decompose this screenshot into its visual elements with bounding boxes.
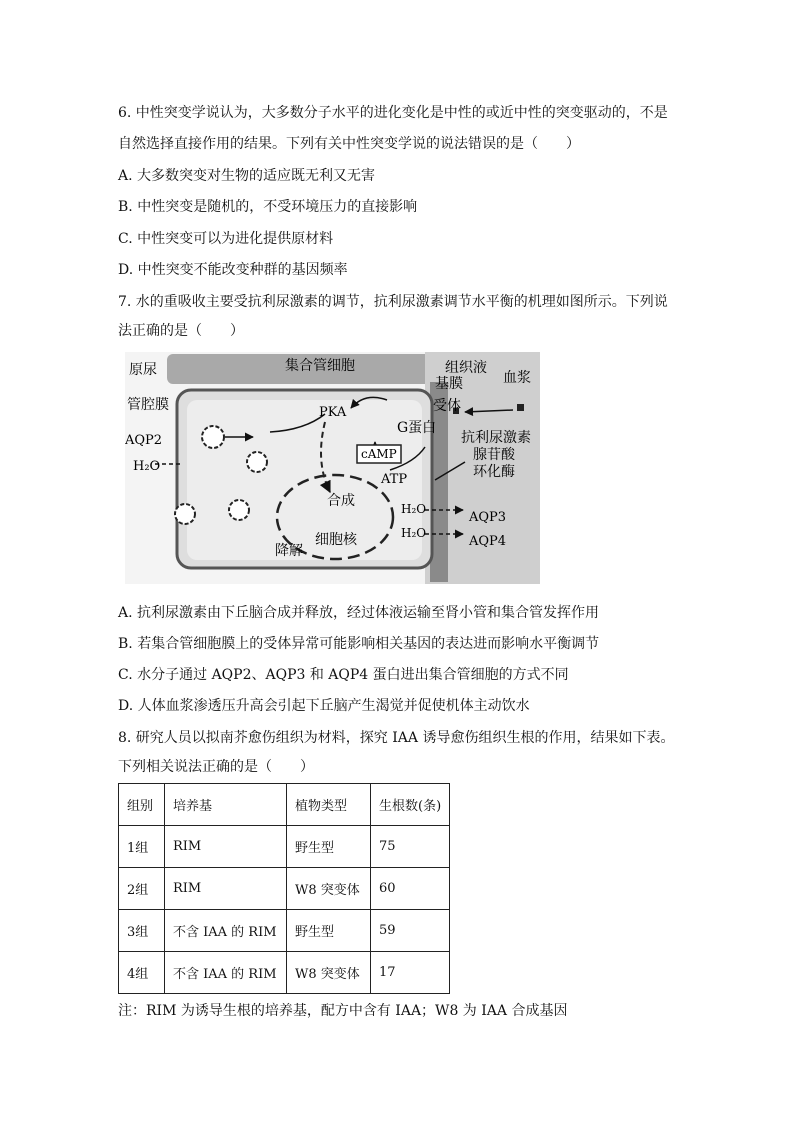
label-aqp2: AQP2 xyxy=(125,433,163,448)
label-gprotein: G蛋白 xyxy=(397,420,437,436)
label-aqp4: AQP4 xyxy=(469,534,507,549)
table-cell: W8 突变体 xyxy=(287,952,371,994)
label-hecheng: 合成 xyxy=(327,493,355,509)
label-camp: cAMP xyxy=(361,447,397,461)
table-cell: RIM xyxy=(165,868,287,910)
adh-mechanism-figure xyxy=(125,352,540,584)
table-cell: W8 突变体 xyxy=(287,868,371,910)
aqp2-vesicle xyxy=(175,504,195,524)
table-cell: 2组 xyxy=(119,868,165,910)
label-jimo: 基膜 xyxy=(435,376,463,392)
q7-option-b: B. 若集合管细胞膜上的受体异常可能影响相关基因的表达进而影响水平衡调节 xyxy=(118,636,600,652)
label-guanqiangmo: 管腔膜 xyxy=(127,397,169,413)
header-root-count: 生根数(条) xyxy=(371,784,450,826)
header-medium: 培养基 xyxy=(165,784,287,826)
table-cell: 不含 IAA 的 RIM xyxy=(165,910,287,952)
label-jiangjie: 降解 xyxy=(275,543,303,559)
table-row xyxy=(119,910,450,952)
table-cell: 60 xyxy=(371,868,450,910)
q7-option-c: C. 水分子通过 AQP2、AQP3 和 AQP4 蛋白进出集合管细胞的方式不同 xyxy=(118,667,569,683)
q7-option-a: A. 抗利尿激素由下丘脑合成并释放，经过体液运输至肾小管和集合管发挥作用 xyxy=(118,605,600,621)
table-row xyxy=(119,952,450,994)
label-h2o-right-2: H₂O xyxy=(401,526,427,540)
aqp2-vesicle xyxy=(247,452,267,472)
table-cell: RIM xyxy=(165,826,287,868)
label-xiangansuan: 腺苷酸 xyxy=(473,447,515,463)
table-cell: 野生型 xyxy=(287,910,371,952)
header-group: 组别 xyxy=(119,784,165,826)
label-aqp3: AQP3 xyxy=(469,510,507,525)
label-xuejiang: 血浆 xyxy=(503,370,531,386)
results-table xyxy=(118,783,450,994)
table-cell: 17 xyxy=(371,952,450,994)
q7-stem-line2: 法正确的是（ ） xyxy=(118,323,244,339)
q7-stem-line1: 7. 水的重吸收主要受抗利尿激素的调节，抗利尿激素调节水平衡的机理如图所示。下列说 xyxy=(118,294,668,310)
table-cell: 59 xyxy=(371,910,450,952)
label-yuanniao: 原尿 xyxy=(129,362,157,378)
table-cell: 4组 xyxy=(119,952,165,994)
q7-option-d: D. 人体血浆渗透压升高会引起下丘脑产生渴觉并促使机体主动饮水 xyxy=(118,698,530,714)
label-zuzhiye: 组织液 xyxy=(445,360,487,376)
label-pka: PKA xyxy=(319,405,347,420)
header-plant-type: 植物类型 xyxy=(287,784,371,826)
q8-stem-line1: 8. 研究人员以拟南芥愈伤组织为材料，探究 IAA 诱导愈伤组织生根的作用，结果如下表。 xyxy=(118,730,675,746)
q6-option-d: D. 中性突变不能改变种群的基因频率 xyxy=(118,262,348,278)
table-row xyxy=(119,868,450,910)
label-atp: ATP xyxy=(381,472,408,487)
table-cell: 不含 IAA 的 RIM xyxy=(165,952,287,994)
table-header-row xyxy=(119,784,450,826)
q6-option-a: A. 大多数突变对生物的适应既无利又无害 xyxy=(118,168,376,184)
q6-option-b: B. 中性突变是随机的，不受环境压力的直接影响 xyxy=(118,199,418,215)
label-adh: 抗利尿激素 xyxy=(461,430,531,446)
adh-molecule-icon xyxy=(517,404,524,411)
q8-stem-line2: 下列相关说法正确的是（ ） xyxy=(118,759,314,775)
label-huanhuamei: 环化酶 xyxy=(473,464,515,480)
q8-note: 注：RIM 为诱导生根的培养基，配方中含有 IAA；W8 为 IAA 合成基因 xyxy=(118,1003,568,1019)
aqp2-vesicle xyxy=(229,500,249,520)
q6-stem-line2: 自然选择直接作用的结果。下列有关中性突变学说的说法错误的是（ ） xyxy=(118,136,580,152)
table-cell: 野生型 xyxy=(287,826,371,868)
label-xibaohe: 细胞核 xyxy=(315,532,357,548)
label-shouti: 受体 xyxy=(433,398,461,414)
table-cell: 1组 xyxy=(119,826,165,868)
table-row xyxy=(119,826,450,868)
label-h2o-right-1: H₂O xyxy=(401,502,427,516)
label-h2o-left: H₂O xyxy=(133,459,161,474)
table-cell: 75 xyxy=(371,826,450,868)
aqp2-vesicle xyxy=(202,426,224,448)
q6-stem-line1: 6. 中性突变学说认为，大多数分子水平的进化变化是中性的或近中性的突变驱动的，不是 xyxy=(118,105,668,121)
q6-option-c: C. 中性突变可以为进化提供原材料 xyxy=(118,231,334,247)
table-cell: 3组 xyxy=(119,910,165,952)
label-jihe: 集合管细胞 xyxy=(285,358,355,374)
